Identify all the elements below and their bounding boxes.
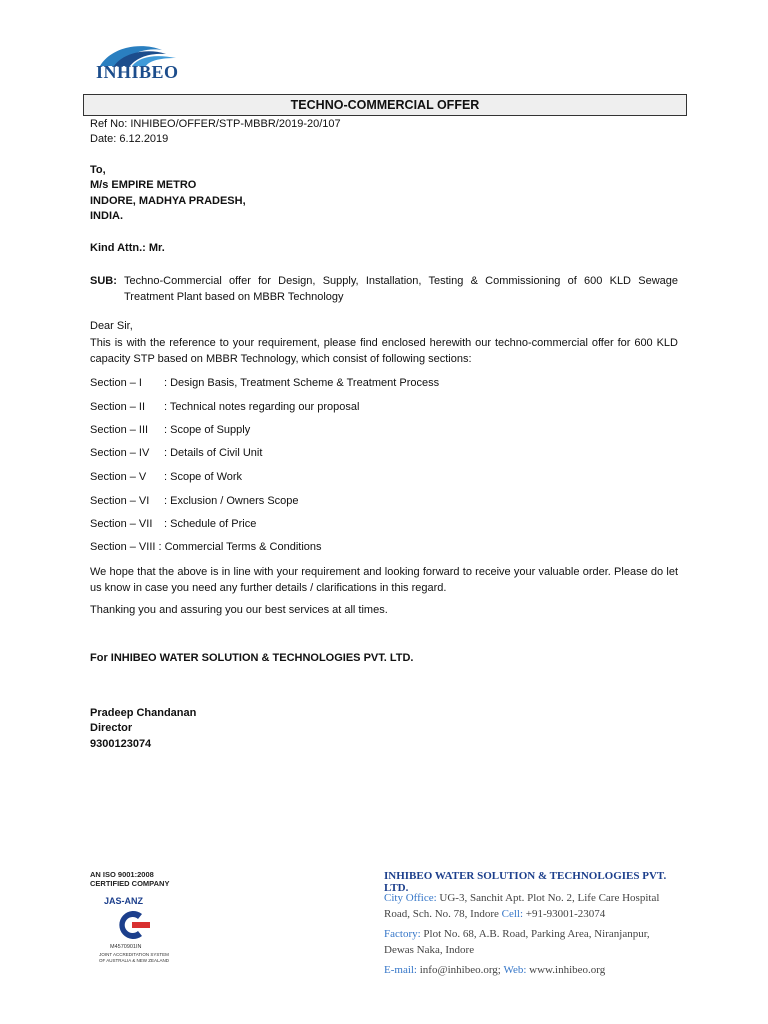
kind-attention: Kind Attn.: Mr. — [90, 242, 165, 254]
factory-label: Factory: — [384, 928, 421, 940]
section-number: Section – V — [90, 471, 147, 483]
factory-text-2: Dewas Naka, Indore — [384, 944, 475, 956]
jas-anz-note: JOINT ACCREDITATION SYSTEM OF AUSTRALIA & NEW ZEALAND — [98, 952, 170, 963]
factory-text: Plot No. 68, A.B. Road, Parking Area, Niranjanpur, — [423, 928, 650, 940]
factory-line — [384, 926, 650, 942]
signatory-phone: 9300123074 — [90, 738, 152, 750]
contact-line — [384, 962, 605, 978]
offer-date: Date: 6.12.2019 — [90, 133, 169, 145]
letterhead-footer — [84, 866, 684, 986]
jas-anz-mark-icon — [112, 908, 152, 942]
logo-text: INHIBEO — [96, 62, 179, 82]
footer-company-name: INHIBEO WATER SOLUTION & TECHNOLOGIES PVT. LTD. — [384, 870, 667, 894]
iso-line: CERTIFIED COMPANY — [90, 879, 170, 888]
section-desc: : Commercial Terms & Conditions — [158, 541, 322, 553]
for-company: For INHIBEO WATER SOLUTION & TECHNOLOGIES PVT. LTD. — [90, 652, 414, 664]
jas-anz-label: JAS-ANZ — [104, 896, 144, 906]
intro-paragraph: This is with the reference to your requirement, please find enclosed herewith our techno-commercial offer for 600 KLD capacity STP based on MBBR Technology, which consist of following sections: — [90, 337, 678, 365]
closing-paragraph: We hope that the above is in line with your requirement and looking forward to receive your valuable order. Please do let us know in case you need any further details / clarifications in this regard. — [90, 566, 678, 594]
section-desc: : Design Basis, Treatment Scheme & Treatment Process — [164, 377, 440, 389]
section-item — [90, 376, 439, 391]
city-office-line-2 — [384, 906, 605, 922]
section-desc: : Details of Civil Unit — [164, 447, 263, 459]
section-number: Section – III — [90, 424, 149, 436]
city-office-text-2: Road, Sch. No. 78, Indore — [384, 908, 499, 920]
signatory-name: Pradeep Chandanan — [90, 707, 197, 719]
subject-text: Techno-Commercial offer for Design, Supply, Installation, Testing & Commissioning of 600 KLD Sewage Treatment Plant based on MBBR Technology — [124, 275, 678, 303]
subject-line — [90, 273, 678, 305]
section-number: Section – II — [90, 401, 146, 413]
cell-number: +91-93001-23074 — [525, 908, 606, 920]
section-item — [90, 446, 262, 461]
cell-label: Cell: — [501, 908, 524, 920]
section-item — [90, 400, 359, 415]
section-desc: : Technical notes regarding our proposal — [164, 401, 360, 413]
website-link[interactable]: www.inhibeo.org — [529, 964, 606, 976]
iso-line: AN ISO 9001:2008 — [90, 870, 154, 879]
recipient-country: INDIA. — [90, 210, 123, 222]
signatory-title: Director — [90, 722, 133, 734]
section-item — [90, 470, 242, 485]
company-logo — [92, 40, 184, 84]
iso-certification — [90, 870, 169, 888]
section-desc: : Scope of Work — [164, 471, 243, 483]
web-label: Web: — [503, 964, 527, 976]
recipient-name: M/s EMPIRE METRO — [90, 179, 197, 191]
email-address[interactable]: info@inhibeo.org; — [419, 964, 501, 976]
subject-label: SUB: — [90, 275, 117, 287]
section-desc: : Scope of Supply — [164, 424, 251, 436]
thanks-line: Thanking you and assuring you our best services at all times. — [90, 604, 388, 616]
city-office-text: UG-3, Sanchit Apt. Plot No. 2, Life Care Hospital — [439, 892, 660, 904]
section-desc: : Schedule of Price — [164, 518, 257, 530]
to-line: To, — [90, 164, 106, 176]
section-number: Section – VIII — [90, 541, 156, 553]
section-item — [90, 540, 322, 555]
section-number: Section – IV — [90, 447, 150, 459]
jas-anz-number: M4570901IN — [110, 944, 142, 950]
factory-line-2 — [384, 942, 474, 958]
jas-anz-badge — [96, 896, 172, 982]
section-number: Section – I — [90, 377, 142, 389]
section-desc: : Exclusion / Owners Scope — [164, 495, 299, 507]
email-label: E-mail: — [384, 964, 417, 976]
ref-number: Ref No: INHIBEO/OFFER/STP-MBBR/2019-20/107 — [90, 118, 341, 130]
city-office-label: City Office: — [384, 892, 437, 904]
recipient-city: INDORE, MADHYA PRADESH, — [90, 195, 246, 207]
section-number: Section – VII — [90, 518, 153, 530]
city-office-line — [384, 890, 659, 906]
document-title: TECHNO-COMMERCIAL OFFER — [83, 94, 687, 116]
section-item — [90, 423, 250, 438]
section-item — [90, 494, 299, 509]
section-number: Section – VI — [90, 495, 150, 507]
salutation: Dear Sir, — [90, 320, 133, 332]
section-item — [90, 517, 256, 532]
